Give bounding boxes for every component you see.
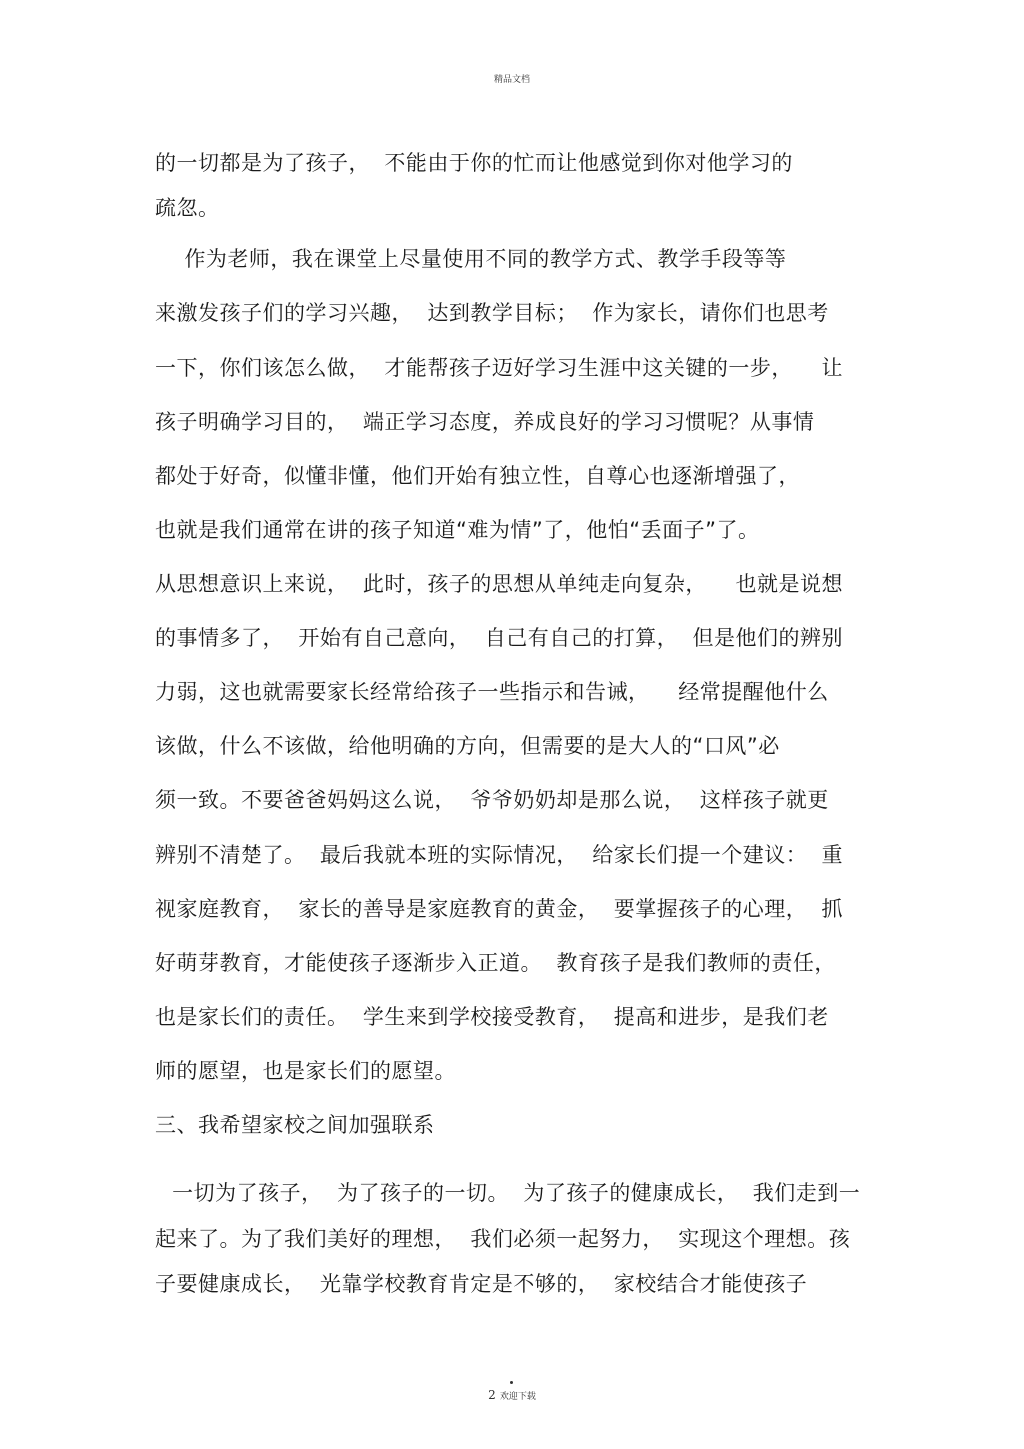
paragraph-line: 作为老师，我在课堂上尽量使用不同的教学方式、教学手段等等 [170,247,787,271]
paragraph-line: 一切为了孩子， 为了孩子的一切。 为了孩子的健康成长， 我们走到一 [165,1181,861,1205]
paragraph-line: 师的愿望，也是家长们的愿望。 [155,1059,456,1083]
paragraph-line: 视家庭教育， 家长的善导是家庭教育的黄金， 要掌握孩子的心理， 抓 [155,897,844,921]
page-number: 2 [488,1388,496,1402]
paragraph-line: 一下，你们该怎么做， 才能帮孩子迈好学习生涯中这关键的一步， 让 [155,356,844,380]
paragraph-line: 起来了。为了我们美好的理想， 我们必须一起努力， 实现这个理想。孩 [155,1227,851,1251]
paragraph-line: 来激发孩子们的学习兴趣， 达到教学目标； 作为家长，请你们也思考 [155,301,829,325]
paragraph-line: 子要健康成长， 光靠学校教育肯定是不够的， 家校结合才能使孩子 [155,1272,808,1296]
paragraph-line: 从思想意识上来说， 此时，孩子的思想从单纯走向复杂， 也就是说想 [155,572,844,596]
paragraph-line: 好萌芽教育，才能使孩子逐渐步入正道。 教育孩子是我们教师的责任， [155,951,836,975]
paragraph-line: 辨别不清楚了。 最后我就本班的实际情况， 给家长们提一个建议： 重 [155,843,844,867]
paragraph-line: 也是家长们的责任。 学生来到学校接受教育， 提高和进步，是我们老 [155,1005,829,1029]
paragraph-line: 力弱，这也就需要家长经常给孩子一些指示和告诫， 经常提醒他什么 [155,680,829,704]
paragraph-line: 都处于好奇，似懂非懂，他们开始有独立性，自尊心也逐渐增强了， [155,464,800,488]
paragraph-line: 也就是我们通常在讲的孩子知道“难为情”了，他怕“丢面子”了。 [155,518,760,542]
paragraph-line: 的事情多了， 开始有自己意向， 自己有自己的打算， 但是他们的辨别 [155,626,844,650]
paragraph-line: 孩子明确学习目的， 端正学习态度，养成良好的学习习惯呢？从事情 [155,410,815,434]
paragraph-line: 该做，什么不该做，给他明确的方向，但需要的是大人的“口风”必 [155,734,780,758]
footer-text: 欢迎下载 [499,1392,536,1402]
paragraph-line: 疏忽。 [155,196,220,220]
page-footer [0,1388,1024,1402]
footer-dot [510,1381,513,1384]
section-heading: 三、我希望家校之间加强联系 [155,1113,435,1137]
paragraph-line: 的一切都是为了孩子， 不能由于你的忙而让他感觉到你对他学习的 [155,151,793,175]
page-header: 精品文档 [493,75,530,85]
paragraph-line: 须一致。不要爸爸妈妈这么说， 爷爷奶奶却是那么说， 这样孩子就更 [155,788,829,812]
